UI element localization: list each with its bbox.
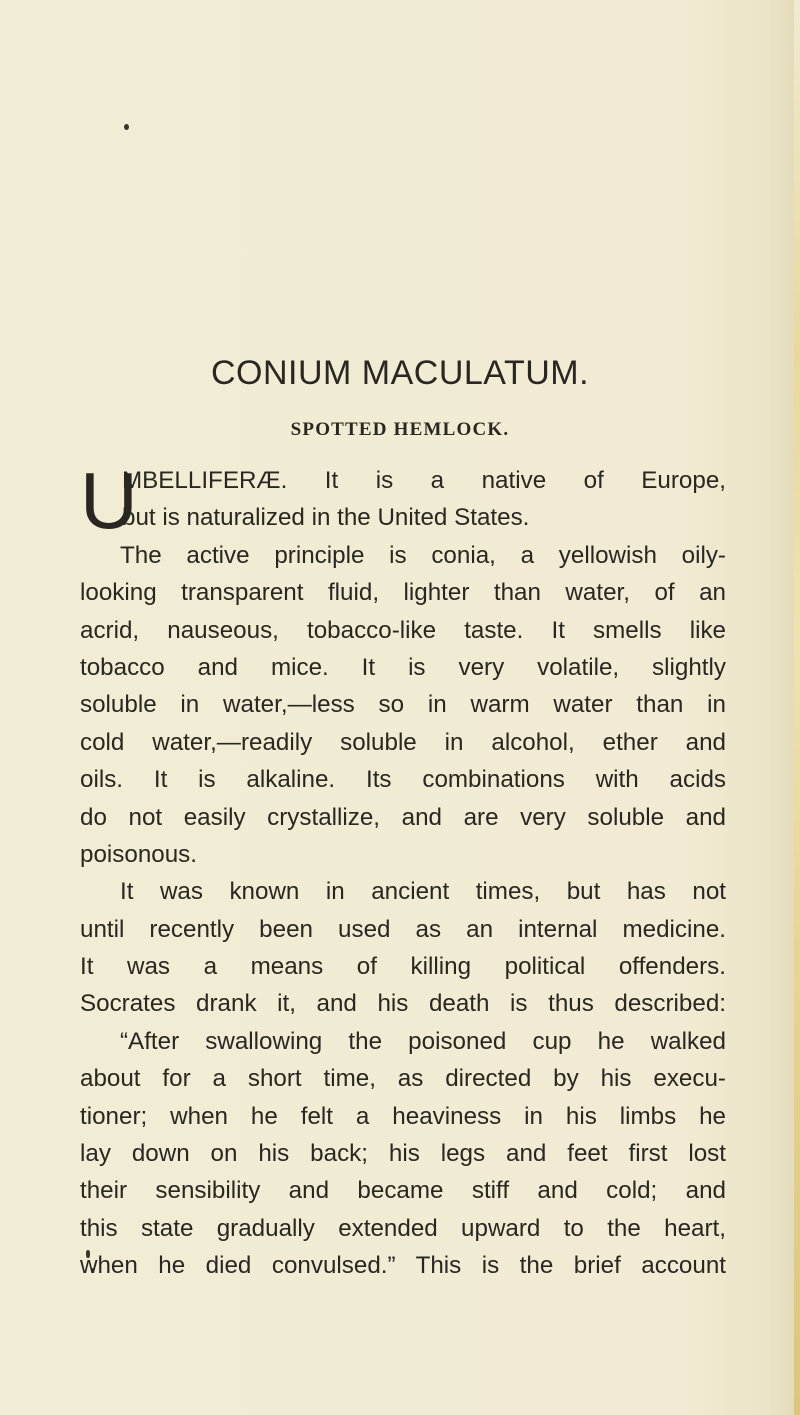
text-line: Socrates drank it, and his death is thus described: bbox=[80, 990, 726, 1018]
text-line: cold water,—readily soluble in alcohol, ether and bbox=[80, 728, 726, 756]
text-line: oils. It is alkaline. Its combinations with acids bbox=[80, 766, 726, 794]
text-line: this state gradually extended upward to the heart, bbox=[80, 1214, 726, 1242]
text-line: tobacco and mice. It is very volatile, slightly bbox=[80, 653, 726, 681]
text-line: their sensibility and became stiff and cold; and bbox=[80, 1177, 726, 1205]
text-line: It was known in ancient times, but has not bbox=[120, 878, 726, 906]
text-line: about for a short time, as directed by his execu- bbox=[80, 1065, 726, 1093]
text-line: It was a means of killing political offenders. bbox=[80, 953, 726, 981]
page-title: CONIUM MACULATUM. bbox=[210, 354, 590, 392]
text-line: MBELLIFERÆ. It is a native of Europe, bbox=[122, 467, 726, 494]
text-line: lay down on his back; his legs and feet first lost bbox=[80, 1140, 726, 1168]
body-text bbox=[80, 456, 726, 1285]
text-line: The active principle is conia, a yellowish oily- bbox=[120, 541, 726, 569]
text-line: soluble in water,—less so in warm water than in bbox=[80, 691, 726, 719]
drop-cap: U bbox=[80, 456, 138, 545]
text-line: looking transparent fluid, lighter than water, of an bbox=[80, 579, 726, 607]
text-line: poisonous. bbox=[80, 840, 197, 868]
text-line: acrid, nauseous, tobacco-like taste. It smells like bbox=[80, 616, 726, 644]
text-line: do not easily crystallize, and are very soluble and bbox=[80, 803, 726, 831]
text-line: when he died convulsed.” This is the brief account bbox=[80, 1252, 726, 1280]
text-line: “After swallowing the poisoned cup he walked bbox=[120, 1027, 726, 1055]
page-subtitle: SPOTTED HEMLOCK. bbox=[290, 419, 510, 440]
text-line: but is naturalized in the United States. bbox=[122, 504, 530, 532]
text-line: until recently been used as an internal medicine. bbox=[80, 915, 726, 943]
text-line: tioner; when he felt a heaviness in his limbs he bbox=[80, 1102, 726, 1130]
page-edge bbox=[794, 0, 800, 1415]
ink-speck bbox=[124, 124, 129, 130]
